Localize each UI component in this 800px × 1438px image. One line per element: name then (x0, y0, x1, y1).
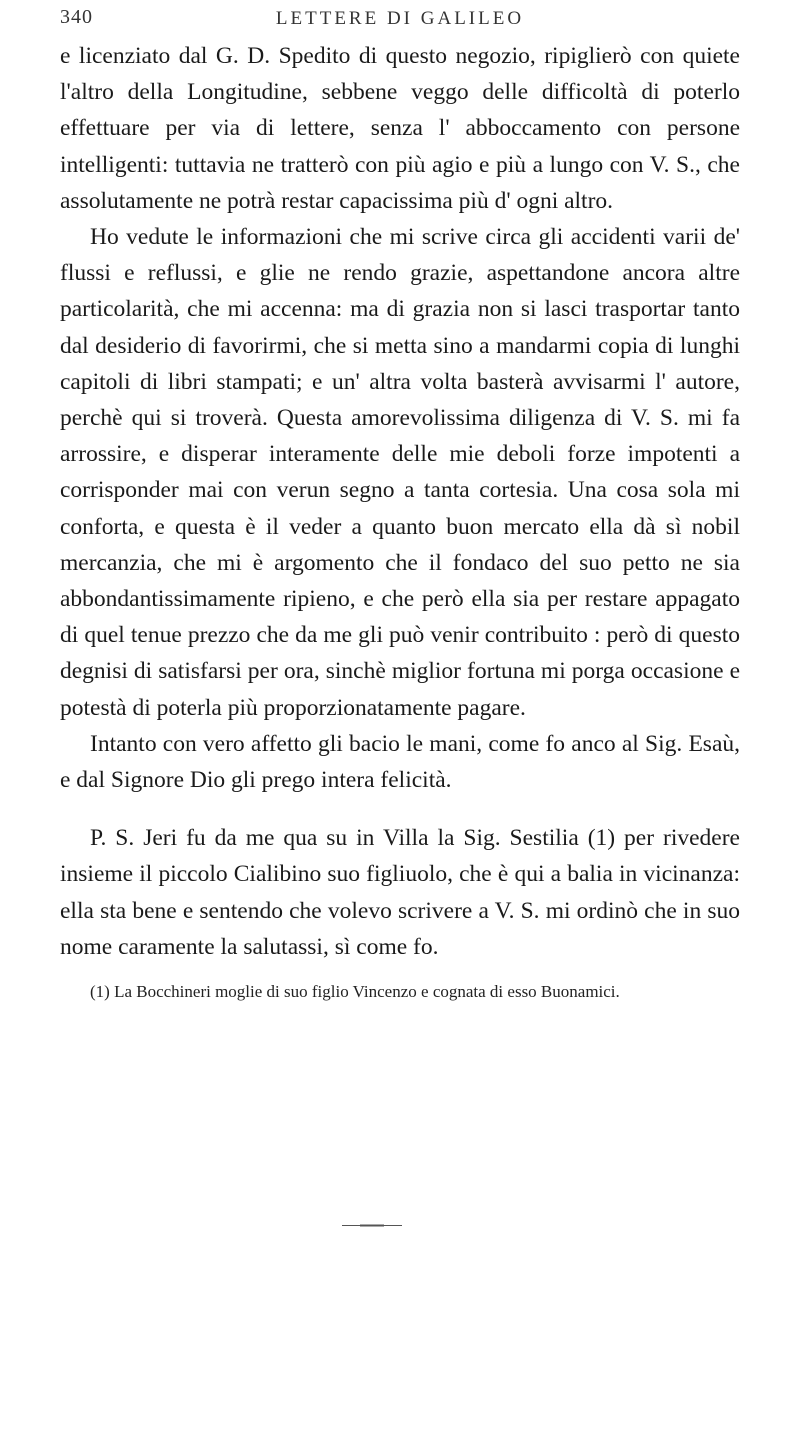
postscript: P. S. Jeri fu da me qua su in Villa la Sig. Sestilia (1) per rivedere insieme il piccolo Cialibino suo figliuolo, che è qui a balia in vicinanza: ella sta bene e sentendo che volevo scrivere a V. S. mi ordinò che in suo nome caramente la salutassi, sì come fo. (60, 825, 740, 960)
paragraph-2: Ho vedute le informazioni che mi scrive circa gli accidenti varii de' flussi e reflussi, e glie ne rendo grazie, aspettandone ancora altre particolarità, che mi accenna: ma di grazia non si lasci trasportar tanto dal desiderio di favorirmi, che si metta sino a mandarmi copia di lunghi capitoli di libri stampati; e un' altra volta basterà avvisarmi l' autore, perchè qui si troverà. Questa amorevolissima diligenza di V. S. mi fa arrossire, e disperar interamente delle mie deboli forze impotenti a corrisponder mai con verun segno a tanta cortesia. Una cosa sola mi conforta, e questa è il veder a quanto buon mercato ella dà sì nobil mercanzia, che mi è argomento che il fondaco del suo petto ne sia abbondantissimamente ripieno, e che però ella sia per restare appagato di quel tenue prezzo che da me gli può venir contribuito : però di questo degnisi di satisfarsi per ora, sinchè miglior fortuna mi porga occasione e potestà di poterla più proporzionatamente pagare. (60, 224, 740, 721)
running-title: LETTERE DI GALILEO (275, 8, 525, 29)
footnote: (1) La Bocchineri moglie di suo figlio Vincenzo e cognata di esso Buonamici. (90, 982, 620, 1002)
book-page (60, 0, 740, 1438)
paragraph-3: Intanto con vero affetto gli bacio le mani, come fo anco al Sig. Esaù, e dal Signore Dio gli prego intera felicità. (60, 730, 740, 794)
page-number: 340 (60, 6, 93, 28)
end-ornament-icon (342, 1224, 402, 1227)
letter-body (60, 38, 740, 1004)
paragraph-1: e licenziato dal G. D. Spedito di questo negozio, ripiglierò con quiete l'altro della Longitudine, sebbene veggo delle difficoltà di poterlo effettuare per via di lettere, senza l' abboccamento con persone intelligenti: tuttavia ne tratterò con più agio e più a lungo con V. S., che assolutamente ne potrà restar capacissima più d' ogni altro. (60, 43, 740, 214)
page-header (60, 2, 740, 38)
